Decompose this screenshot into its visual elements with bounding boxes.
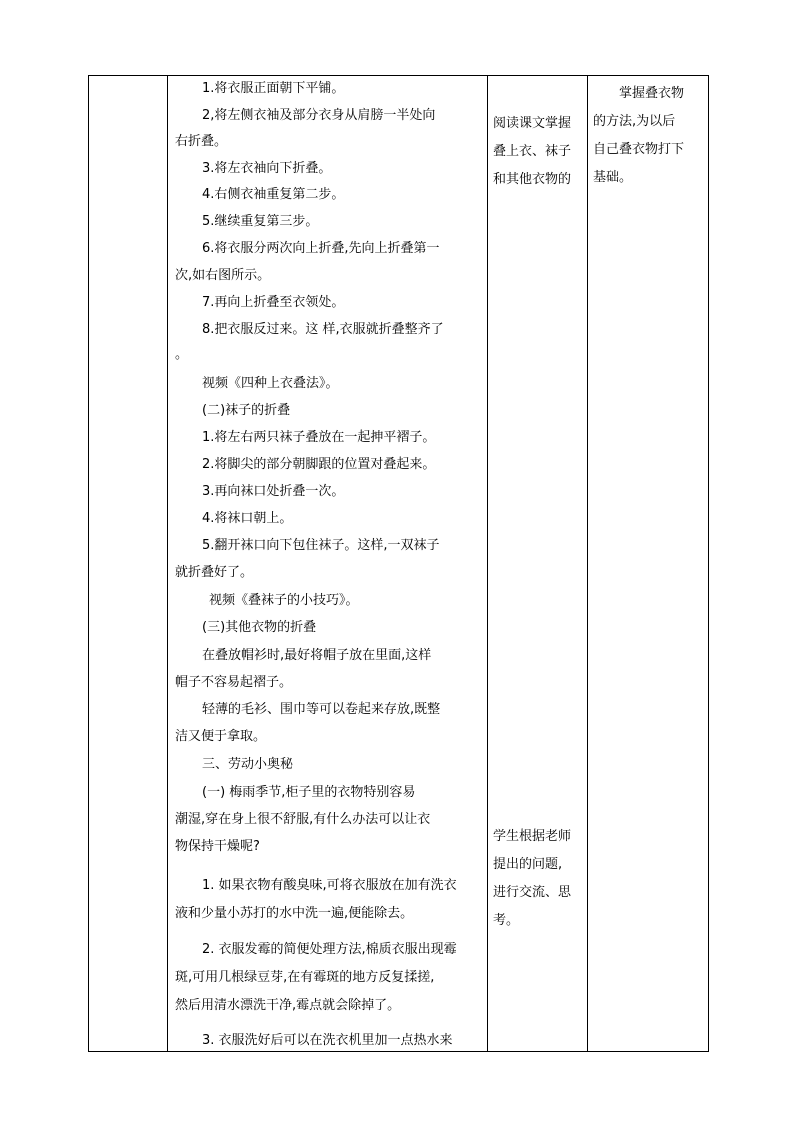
section-heading: (三)其他衣物的折叠 — [202, 620, 317, 635]
text-line: 2,将左侧衣袖及部分衣身从肩膀一半处向 — [202, 108, 436, 123]
column-divider-3 — [587, 76, 588, 1051]
text-line: 3. 衣服洗好后可以在洗衣机里加一点热水来 — [202, 1033, 453, 1048]
text-line: 8.把衣服反过来。这 样,衣服就折叠整齐了 — [202, 322, 444, 337]
text-line: 斑,可用几根绿豆芽,在有霉斑的地方反复揉搓, — [175, 970, 435, 985]
text-line: 考。 — [493, 913, 520, 928]
text-line: 右折叠。 — [175, 134, 228, 149]
text-line: 就折叠好了。 — [175, 565, 254, 580]
text-line: 1.将衣服正面朝下平铺。 — [202, 81, 345, 96]
text-line: 2. 衣服发霉的简便处理方法,棉质衣服出现霉 — [202, 942, 457, 957]
text-line: 轻薄的毛衫、围巾等可以卷起来存放,既整 — [202, 702, 441, 717]
text-line: (一) 梅雨季节,柜子里的衣物特别容易 — [202, 785, 416, 800]
text-line: 基础。 — [593, 170, 633, 185]
text-line: 2.将脚尖的部分朝脚跟的位置对叠起来。 — [202, 457, 436, 472]
text-line: 然后用清水漂洗干净,霉点就会除掉了。 — [175, 998, 401, 1013]
text-line: 物保持干燥呢? — [175, 839, 260, 854]
text-line: 5.翻开袜口向下包住袜子。这样,一双袜子 — [202, 538, 440, 553]
column-divider-2 — [487, 76, 488, 1051]
text-line: 6.将衣服分两次向上折叠,先向上折叠第一 — [202, 241, 440, 256]
text-line: 帽子不容易起褶子。 — [175, 675, 293, 690]
text-line: 1. 如果衣物有酸臭味,可将衣服放在加有洗衣 — [202, 878, 457, 893]
section-heading: (二)袜子的折叠 — [202, 403, 291, 418]
text-line: 进行交流、思 — [493, 885, 572, 900]
text-line: 提出的问题, — [493, 857, 563, 872]
text-line: 视频《叠袜子的小技巧》。 — [209, 593, 359, 608]
text-line: 3.再向袜口处折叠一次。 — [202, 484, 345, 499]
text-line: 掌握叠衣物 — [619, 86, 685, 101]
text-line: 4.右侧衣袖重复第二步。 — [202, 187, 345, 202]
text-line: 7.再向上折叠至衣领处。 — [202, 295, 345, 310]
text-line: 潮湿,穿在身上很不舒服,有什么办法可以让衣 — [175, 812, 431, 827]
text-line: 液和少量小苏打的水中洗一遍,便能除去。 — [175, 906, 414, 921]
column-divider-1 — [167, 76, 168, 1051]
text-line: 阅读课文掌握 — [493, 116, 572, 131]
text-line: 的方法,为以后 — [593, 114, 676, 129]
text-line: 5.继续重复第三步。 — [202, 214, 319, 229]
text-line: 1.将左右两只袜子叠放在一起抻平褶子。 — [202, 430, 436, 445]
text-line: 学生根据老师 — [493, 829, 572, 844]
text-line: 。 — [175, 347, 189, 362]
text-line: 叠上衣、袜子 — [493, 144, 572, 159]
text-line: 视频《四种上衣叠法》。 — [202, 376, 339, 391]
text-line: 洁又便于拿取。 — [175, 729, 267, 744]
lesson-table — [88, 75, 709, 1052]
text-line: 在叠放帽衫时,最好将帽子放在里面,这样 — [202, 648, 432, 663]
section-heading: 三、劳动小奥秘 — [202, 757, 294, 772]
text-line: 自己叠衣物打下 — [593, 142, 685, 157]
text-line: 4.将袜口朝上。 — [202, 511, 293, 526]
text-line: 和其他衣物的 — [493, 172, 572, 187]
text-line: 次,如右图所示。 — [175, 268, 271, 283]
text-line: 3.将左衣袖向下折叠。 — [202, 161, 332, 176]
